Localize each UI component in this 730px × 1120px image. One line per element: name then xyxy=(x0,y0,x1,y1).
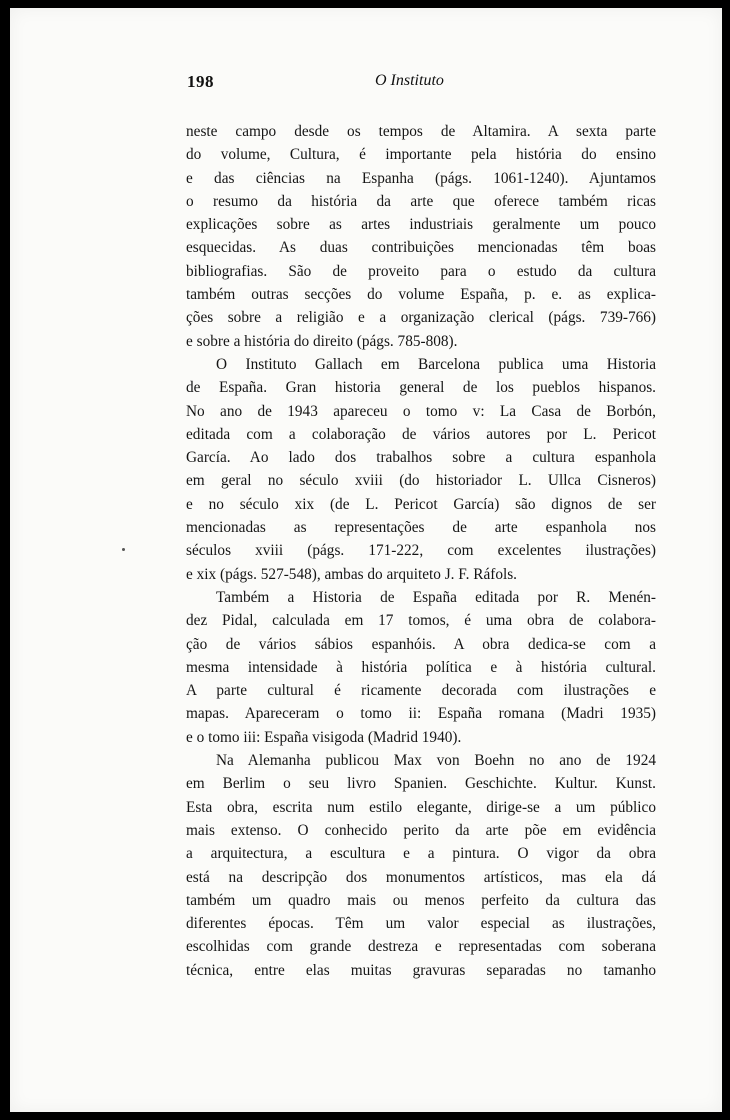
text-line: e no século xix (de L. Pericot García) são dignos de ser xyxy=(186,495,656,513)
text-line: e sobre a história do direito (págs. 785-808). xyxy=(186,332,458,350)
text-line: em geral no século xviii (do historiador L. Ullca Cisneros) xyxy=(186,472,656,490)
text-line: A parte cultural é ricamente decorada com ilustrações e xyxy=(186,682,656,700)
text-line: está na descripção dos monumentos artísticos, mas ela dá xyxy=(186,868,656,886)
running-title: O Instituto xyxy=(375,72,444,89)
text-line: Na Alemanha publicou Max von Boehn no ano de 1924 xyxy=(216,752,656,770)
text-line: de España. Gran historia general de los pueblos hispanos. xyxy=(186,379,656,397)
text-line: No ano de 1943 apareceu o tomo v: La Casa de Borbón, xyxy=(186,402,656,420)
page-number: 198 xyxy=(187,72,214,91)
text-line: bibliografias. São de proveito para o estudo da cultura xyxy=(186,262,656,280)
text-line: o resumo da história da arte que oferece também ricas xyxy=(186,192,656,210)
body-text xyxy=(186,120,656,982)
text-line: mapas. Apareceram o tomo ii: España romana (Madri 1935) xyxy=(186,705,656,723)
text-line: mesma intensidade à história política e à história cultural. xyxy=(186,658,656,676)
text-line: Também a Historia de España editada por R. Menén- xyxy=(216,588,656,606)
text-line: esquecidas. As duas contribuições mencionadas têm boas xyxy=(186,239,656,257)
text-line: ção de vários sábios espanhóis. A obra dedica-se com a xyxy=(186,635,656,653)
text-line: também outras secções do volume España, p. e. as explica- xyxy=(186,286,656,304)
text-line: ções sobre a religião e a organização clerical (págs. 739-766) xyxy=(186,309,656,327)
text-line: Esta obra, escrita num estilo elegante, dirige-se a um público xyxy=(186,798,656,816)
text-line: séculos xviii (págs. 171-222, com excelentes ilustrações) xyxy=(186,542,656,560)
scan-speck xyxy=(122,548,125,551)
text-line: do volume, Cultura, é importante pela história do ensino xyxy=(186,146,656,164)
text-line: técnica, entre elas muitas gravuras separadas no tamanho xyxy=(186,961,656,979)
text-line: diferentes épocas. Têm um valor especial as ilustrações, xyxy=(186,915,656,933)
text-line: escolhidas com grande destreza e representadas com soberana xyxy=(186,938,656,956)
text-line: em Berlim o seu livro Spanien. Geschichte. Kultur. Kunst. xyxy=(186,775,656,793)
text-line: e das ciências na Espanha (págs. 1061-1240). Ajuntamos xyxy=(186,169,656,187)
text-line: neste campo desde os tempos de Altamira. A sexta parte xyxy=(186,123,656,140)
text-line: editada com a colaboração de vários autores por L. Pericot xyxy=(186,425,656,443)
text-line: O Instituto Gallach em Barcelona publica uma Historia xyxy=(216,355,656,373)
text-line: e o tomo iii: España visigoda (Madrid 1940). xyxy=(186,728,462,746)
text-line: a arquitectura, a escultura e a pintura. O vigor da obra xyxy=(186,845,656,863)
text-line: e xix (págs. 527-548), ambas do arquiteto J. F. Ráfols. xyxy=(186,565,518,583)
text-line: mais extenso. O conhecido perito da arte põe em evidência xyxy=(186,821,656,839)
text-line: mencionadas as representações de arte espanhola nos xyxy=(186,519,656,537)
text-line: García. Ao lado dos trabalhos sobre a cultura espanhola xyxy=(186,449,656,467)
text-line: também um quadro mais ou menos perfeito da cultura das xyxy=(186,891,656,909)
page-header xyxy=(175,72,655,98)
text-line: dez Pidal, calculada em 17 tomos, é uma obra de colabora- xyxy=(186,612,656,630)
text-line: explicações sobre as artes industriais geralmente um pouco xyxy=(186,216,656,234)
